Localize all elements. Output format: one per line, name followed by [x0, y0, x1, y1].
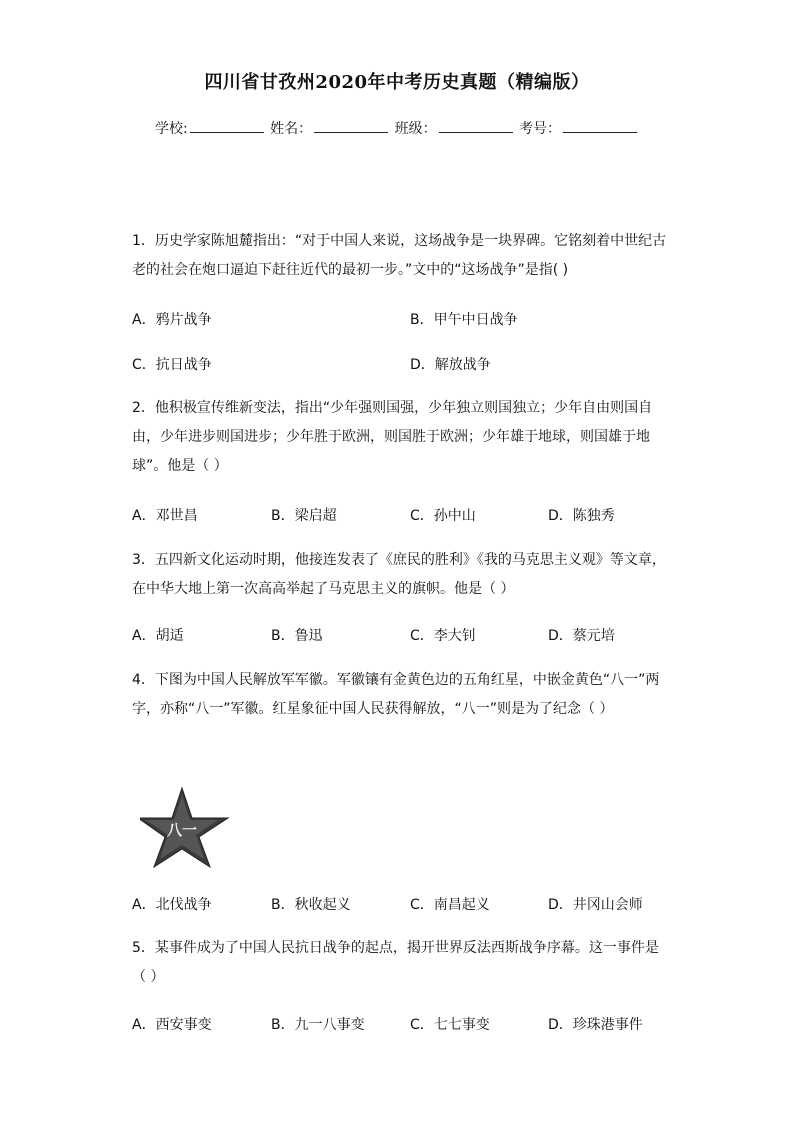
question-1-option-b[interactable]: B．甲午中日战争 — [410, 312, 518, 328]
question-1-option-d[interactable]: D．解放战争 — [410, 357, 491, 373]
question-5-option-c[interactable]: C．七七事变 — [410, 1017, 490, 1033]
exam-no-field[interactable] — [563, 118, 637, 133]
page-title: 四川省甘孜州2020年中考历史真题（精编版） — [204, 72, 590, 93]
school-field[interactable] — [190, 118, 264, 133]
name-field[interactable] — [314, 118, 388, 133]
question-4-option-a[interactable]: A．北伐战争 — [132, 897, 212, 913]
question-5-option-d[interactable]: D．珍珠港事件 — [548, 1017, 643, 1033]
emblem-text: 八一 — [166, 821, 198, 839]
question-4-stem: 4．下图为中国人民解放军军徽。军徽镶有金黄色边的五角红星，中嵌金黄色“八一”两字，亦称“八一”军徽。红星象征中国人民获得解放，“八一”则是为了纪念（ ） — [132, 672, 660, 717]
school-label: 学校: — [154, 121, 188, 137]
question-2-option-c[interactable]: C．孙中山 — [410, 508, 476, 524]
question-4-options — [132, 894, 692, 914]
question-5-option-b[interactable]: B．九一八事变 — [271, 1017, 365, 1033]
question-5-stem: 5．某事件成为了中国人民抗日战争的起点，揭开世界反法西斯战争序幕。这一事件是（ ） — [132, 940, 659, 985]
name-label: 姓名： — [270, 121, 313, 137]
question-3-option-d[interactable]: D．蔡元培 — [548, 628, 615, 644]
question-2-option-a[interactable]: A．邓世昌 — [132, 508, 198, 524]
question-1-options-row2 — [132, 354, 692, 374]
question-1-options — [132, 309, 692, 329]
question-1-option-c[interactable]: C．抗日战争 — [132, 357, 212, 373]
bayi-star-emblem-icon — [140, 786, 230, 868]
student-info-line — [0, 118, 794, 138]
question-4-option-b[interactable]: B．秋收起义 — [271, 897, 351, 913]
question-2-options — [132, 505, 692, 525]
question-2-option-b[interactable]: B．梁启超 — [271, 508, 337, 524]
question-4-option-d[interactable]: D．井冈山会师 — [548, 897, 643, 913]
question-1-option-a[interactable]: A．鸦片战争 — [132, 312, 212, 328]
question-2-option-d[interactable]: D．陈独秀 — [548, 508, 615, 524]
question-3-stem: 3．五四新文化运动时期，他接连发表了《庶民的胜利》《我的马克思主义观》等文章，在中华大地上第一次高高举起了马克思主义的旗帜。他是（ ） — [132, 552, 666, 597]
question-3-option-b[interactable]: B．鲁迅 — [271, 628, 323, 644]
question-5-option-a[interactable]: A．西安事变 — [132, 1017, 212, 1033]
question-4-option-c[interactable]: C．南昌起义 — [410, 897, 490, 913]
class-field[interactable] — [439, 118, 513, 133]
question-2-stem: 2．他积极宣传维新变法，指出“少年强则国强，少年独立则国独立；少年自由则国自由，少年进步则国进步；少年胜于欧洲，则国胜于欧洲；少年雄于地球，则国雄于地球”。他是（ ） — [132, 400, 653, 474]
question-3-option-c[interactable]: C．李大钊 — [410, 628, 476, 644]
exam-no-label: 考号： — [519, 121, 562, 137]
question-1-stem: 1．历史学家陈旭麓指出：“对于中国人来说，这场战争是一块界碑。它铭刻着中世纪古老的社会在炮口逼迫下赶往近代的最初一步。”文中的“这场战争”是指( ) — [132, 233, 667, 278]
question-3-options — [132, 625, 692, 645]
question-5-options — [132, 1014, 692, 1034]
question-3-option-a[interactable]: A．胡适 — [132, 628, 184, 644]
class-label: 班级： — [394, 121, 437, 137]
